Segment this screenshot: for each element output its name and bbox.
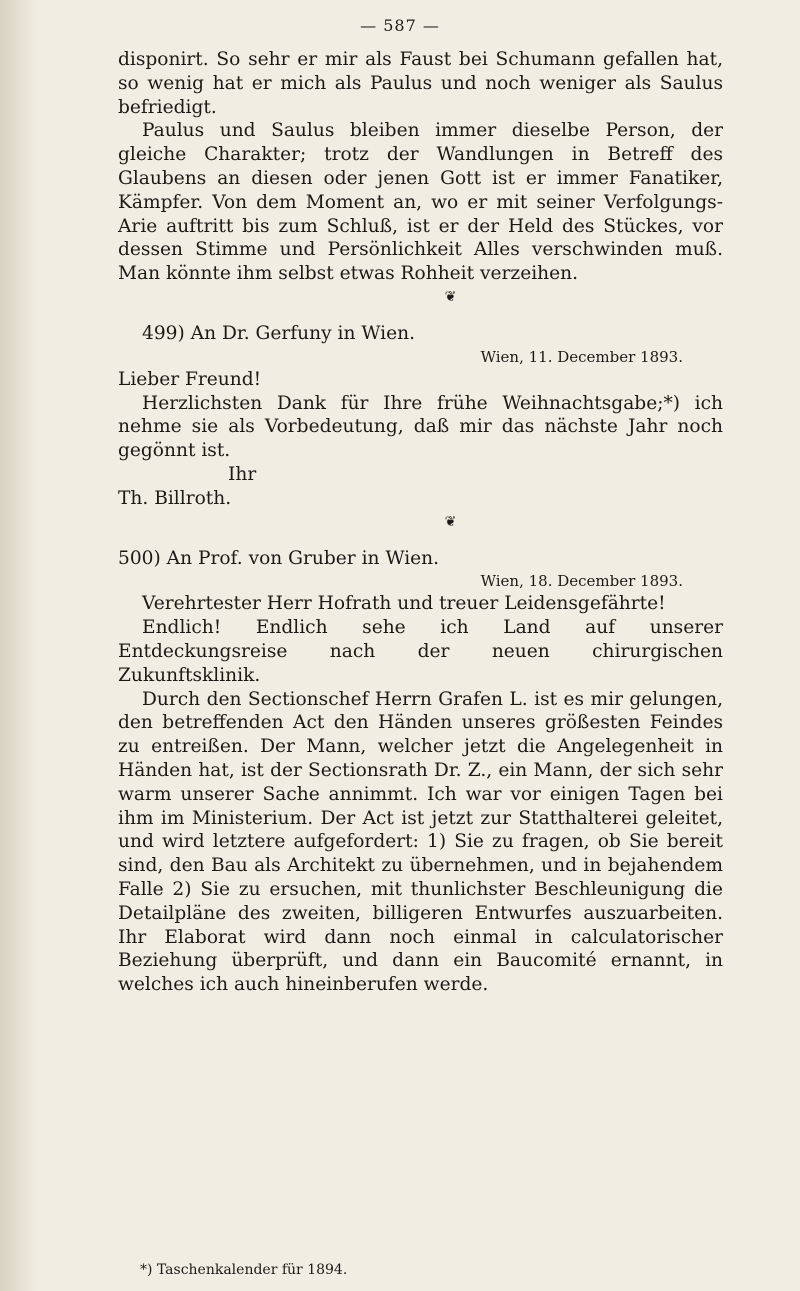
- paragraph-continuation: disponirt. So sehr er mir als Faust bei Schumann gefallen hat, so wenig hat er mich als Paulus und noch weniger als Saulus befriedigt.: [118, 49, 723, 118]
- letter-499-signature: Th. Billroth.: [118, 487, 232, 509]
- letter-499-body: Herzlichsten Dank für Ihre frühe Weihnachtsgabe;*) ich nehme sie als Vorbedeutung, daß mir das nächste Jahr noch gegönnt ist.: [118, 392, 723, 462]
- letter-500-heading: 500) An Prof. von Gruber in Wien.: [118, 547, 440, 569]
- letter-499-date: Wien, 11. December 1893.: [480, 347, 683, 366]
- letter-500-salutation: Verehrtester Herr Hofrath und treuer Leidensgefährte!: [142, 593, 666, 615]
- letter-499-salutation: Lieber Freund!: [118, 368, 262, 390]
- footnote: *) Taschenkalender für 1894.: [140, 1262, 348, 1278]
- page-number-header: — 587 —: [360, 16, 440, 35]
- letter-499-closing: Ihr: [228, 463, 257, 485]
- body-text: [118, 48, 723, 997]
- page-gutter-shadow: [0, 0, 38, 1291]
- section-ornament: ❦: [444, 288, 457, 305]
- letter-499-heading: 499) An Dr. Gerfuny in Wien.: [142, 322, 415, 344]
- letter-500-paragraph-1: Endlich! Endlich sehe ich Land auf unserer Entdeckungsreise nach der neuen chirurgischen Zukunftsklinik.: [118, 617, 723, 686]
- letter-500-date: Wien, 18. December 1893.: [480, 572, 683, 591]
- section-ornament: ❦: [444, 513, 457, 530]
- letter-500-paragraph-2: Durch den Sectionschef Herrn Grafen L. ist es mir gelungen, den betreffenden Act den Händen unseres größesten Feindes zu entreißen. Der Mann, welcher jetzt die Angelegenheit in Händen hat, ist der Sectionsrath Dr. Z., ein Mann, der sich sehr warm unserer Sache annimmt. Ich war vor einigen Tagen bei ihm im Ministerium. Der Act ist jetzt zur Statthalterei geleitet, und wird letztere aufgefordert: 1) Sie zu fragen, ob Sie bereit sind, den Bau als Architekt zu übernehmen, und in bejahendem Falle 2) Sie zu ersuchen, mit thunlichster Beschleunigung die Detailpläne des zweiten, billigeren Entwurfes auszuarbeiten. Ihr Elaborat wird dann noch einmal in calculatorischer Beziehung überprüft, und dann ein Baucomité ernannt, in welches ich auch hineinberufen werde.: [118, 688, 723, 996]
- paragraph-paulus-saulus: Paulus und Saulus bleiben immer dieselbe Person, der gleiche Charakter; trotz der Wandlungen in Betreff des Glaubens an diesen oder jenen Gott ist er immer Fanatiker, Kämpfer. Von dem Moment an, wo er mit seiner Verfolgungs-Arie auftritt bis zum Schluß, ist er der Held des Stückes, vor dessen Stimme und Persönlichkeit Alles verschwinden muß. Man könnte ihm selbst etwas Rohheit verzeihen.: [118, 120, 723, 285]
